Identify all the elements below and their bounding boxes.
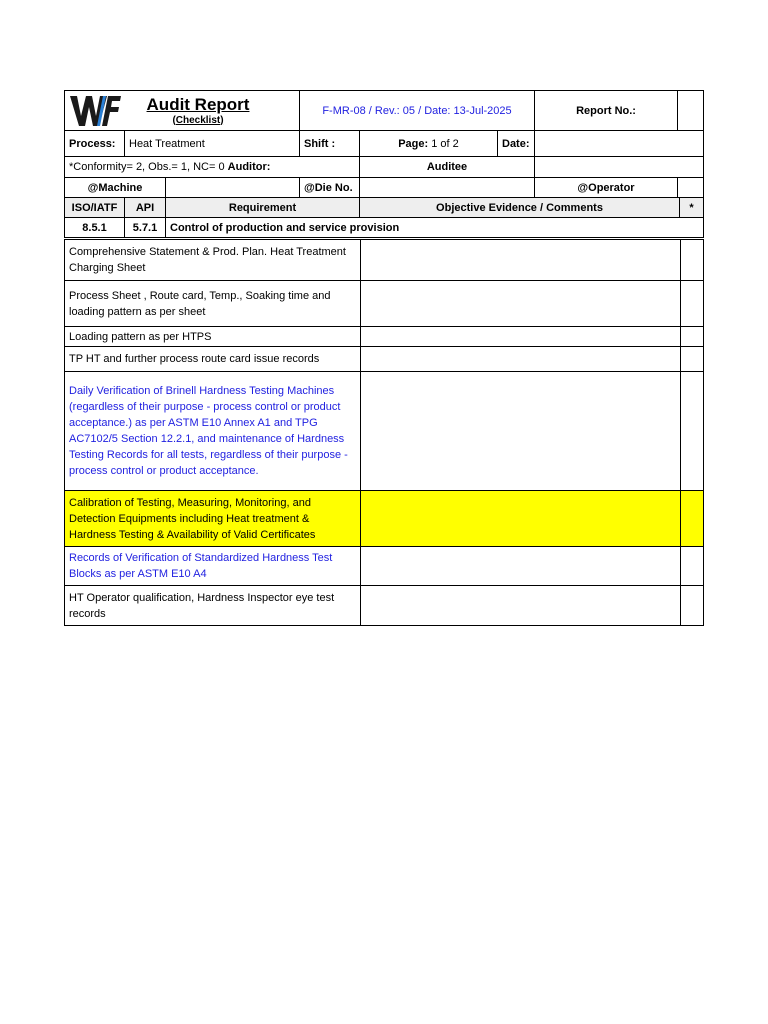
evidence-cell[interactable] xyxy=(361,347,681,372)
die-no-label: @Die No. xyxy=(300,178,360,198)
conformity-mark-cell[interactable] xyxy=(681,372,704,491)
machine-label: @Machine xyxy=(65,178,166,198)
requirement-text: Process Sheet , Route card, Temp., Soaking time and loading pattern as per sheet xyxy=(65,281,361,327)
col-header-mark: * xyxy=(680,198,704,218)
requirements-table xyxy=(64,239,704,626)
page-indicator xyxy=(360,131,498,157)
title-block xyxy=(65,91,300,131)
process-label: Process: xyxy=(65,131,125,157)
conformity-mark-cell[interactable] xyxy=(681,347,704,372)
page-value: 1 of 2 xyxy=(431,137,459,150)
die-no-value[interactable] xyxy=(360,178,535,198)
auditee-value[interactable] xyxy=(535,157,704,178)
col-header-requirement: Requirement xyxy=(166,198,360,218)
section-api: 5.7.1 xyxy=(125,218,166,238)
conformity-mark-cell[interactable] xyxy=(681,547,704,586)
evidence-cell[interactable] xyxy=(361,491,681,547)
page-label: Page: xyxy=(398,137,429,150)
operator-value[interactable] xyxy=(678,178,704,198)
col-header-iso: ISO/IATF xyxy=(65,198,125,218)
section-iso: 8.5.1 xyxy=(65,218,125,238)
requirement-text: Records of Verification of Standardized Hardness Test Blocks as per ASTM E10 A4 xyxy=(65,547,361,586)
operator-label: @Operator xyxy=(535,178,678,198)
conformity-mark-cell[interactable] xyxy=(681,281,704,327)
col-header-api: API xyxy=(125,198,166,218)
requirement-text: Comprehensive Statement & Prod. Plan. Heat Treatment Charging Sheet xyxy=(65,240,361,281)
conformity-legend-cell xyxy=(65,157,360,178)
process-value[interactable]: Heat Treatment xyxy=(125,131,300,157)
requirement-text: HT Operator qualification, Hardness Inspector eye test records xyxy=(65,586,361,626)
conformity-mark-cell[interactable] xyxy=(681,240,704,281)
evidence-cell[interactable] xyxy=(361,240,681,281)
date-value[interactable] xyxy=(535,131,704,157)
conformity-mark-cell[interactable] xyxy=(681,327,704,347)
page-title: Audit Report xyxy=(146,94,250,114)
audit-header-table xyxy=(64,90,704,198)
page-subtitle: (Checklist) xyxy=(172,114,224,126)
form-reference: F-MR-08 / Rev.: 05 / Date: 13-Jul-2025 xyxy=(300,91,535,131)
conformity-mark-cell[interactable] xyxy=(681,586,704,626)
shift-label: Shift : xyxy=(300,131,360,157)
conformity-mark-cell[interactable] xyxy=(681,491,704,547)
company-logo xyxy=(69,94,121,128)
section-title: Control of production and service provision xyxy=(166,218,704,238)
checklist-table xyxy=(64,197,704,238)
requirement-text: Loading pattern as per HTPS xyxy=(65,327,361,347)
auditor-label: Auditor: xyxy=(227,161,271,173)
date-label: Date: xyxy=(498,131,535,157)
evidence-cell[interactable] xyxy=(361,327,681,347)
report-no-value[interactable] xyxy=(678,91,704,131)
auditee-label: Auditee xyxy=(360,157,535,178)
conformity-legend: *Conformity= 2, Obs.= 1, NC= 0 xyxy=(69,161,225,173)
evidence-cell[interactable] xyxy=(361,372,681,491)
report-no-label: Report No.: xyxy=(535,91,678,131)
audit-report-sheet xyxy=(64,90,703,626)
evidence-cell[interactable] xyxy=(361,547,681,586)
col-header-evidence: Objective Evidence / Comments xyxy=(360,198,680,218)
machine-value[interactable] xyxy=(166,178,300,198)
requirement-text: Calibration of Testing, Measuring, Monitoring, and Detection Equipments including Heat treatment & Hardness Testing & Availability of Valid Certificates xyxy=(65,491,361,547)
evidence-cell[interactable] xyxy=(361,281,681,327)
requirement-text: TP HT and further process route card issue records xyxy=(65,347,361,372)
requirement-text: Daily Verification of Brinell Hardness Testing Machines (regardless of their purpose - process control or product acceptance.) as per ASTM E10 Annex A1 and TPG AC7102/5 Section 12.2.1, and maintenance of Hardness Testing Records for all tests, regardless of their purpose - process control or product acceptance. xyxy=(65,372,361,491)
evidence-cell[interactable] xyxy=(361,586,681,626)
